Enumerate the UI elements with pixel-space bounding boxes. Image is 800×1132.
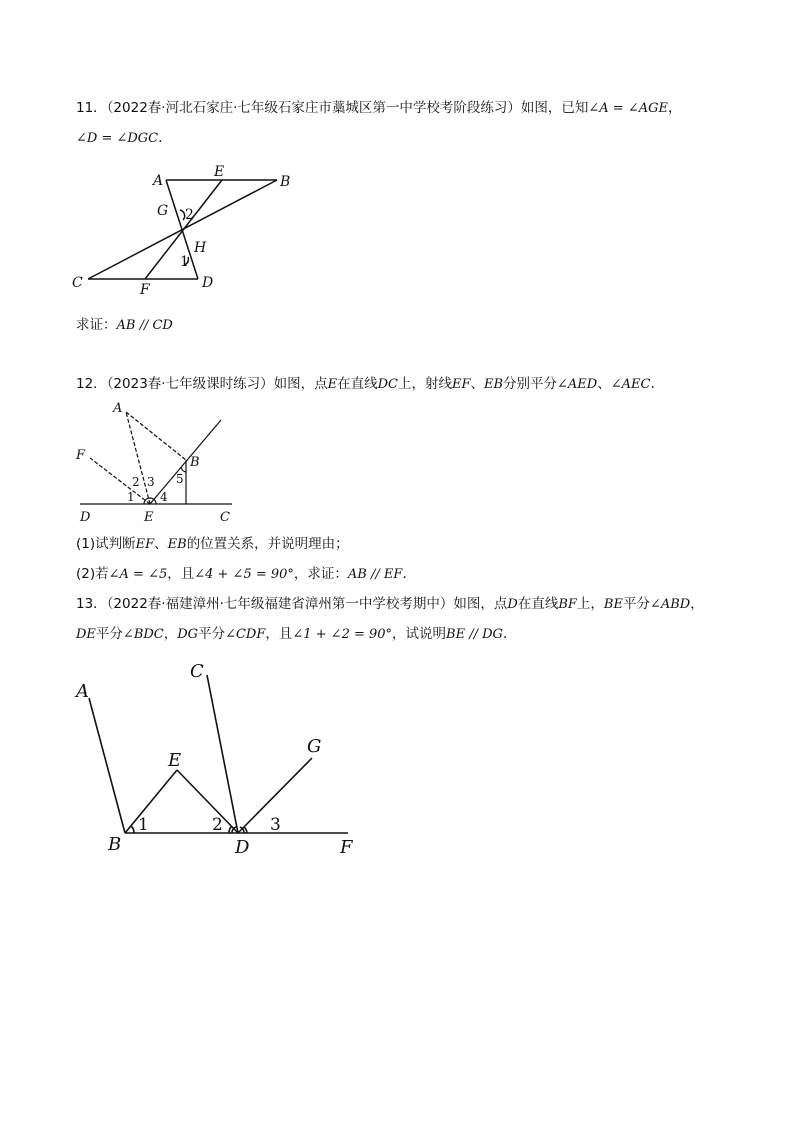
q12-point-e: E [327,377,338,392]
q12-ray-ef: EF [451,377,471,392]
q11-label-b: B [280,174,291,190]
q12-label-1: 1 [127,490,135,504]
q13-text-h: ，试说明 [392,626,447,642]
q13-ray-ba [89,698,125,833]
q11-separator: ， [667,100,682,116]
q13-label-e: E [168,750,182,771]
q11-text: 如图，已知 [520,100,589,116]
q12-label-f: F [76,448,86,463]
q13-label-d: D [235,837,250,858]
q13-text-e: 平分 [95,626,123,642]
q13-angle-cdf: ∠CDF [225,627,266,642]
q13-label-c: C [190,661,204,682]
q13-angle-1-arc [131,826,134,833]
q12-part-2-prove: ，求证： [293,566,348,582]
q13-ray-be: BE [603,597,623,612]
q13-source: （2022春·福建漳州·七年级福建省漳州第一中学校考期中） [106,596,454,612]
q12-label-c: C [220,510,230,525]
q13-label-b: B [108,834,122,855]
q13-text-b: 在直线 [517,596,559,612]
q12-text-d: 分别平分 [503,376,558,392]
q12-label-5: 5 [176,472,184,486]
q13-number: 13． [76,596,107,612]
q12-angle-aed: ∠AED [557,377,598,392]
q12-label-2: 2 [132,475,140,489]
q13-text-c: 上， [576,596,604,612]
q12-part-1-label: (1)试判断 [76,536,136,552]
q13-ray-dc [207,675,238,833]
q12-number: 12． [76,376,107,392]
q12-part-1-dun: 、 [154,536,168,552]
q12-part-2-mid: ，且 [167,566,195,582]
q13-label-a: A [76,681,89,702]
q13-ray-de: DE [76,627,96,642]
q12-text-c: 上，射线 [397,376,452,392]
q12-part-2-label: (2)若 [76,566,109,582]
q12-label-b: B [190,455,200,470]
q13-point-d: D [507,597,518,612]
q13-text-a: 如图，点 [453,596,508,612]
q13-comma-2: ， [163,626,178,642]
q11-prove-label: 求证： [76,317,117,333]
q13-ray-dg: DG [177,627,199,642]
q13-segment-be [125,770,177,833]
q12-part-2-period: . [402,566,407,582]
q13-label-f: F [340,837,353,858]
q13-angle-bdc: ∠BDC [122,627,164,642]
q12-angle-aec: ∠AEC [610,377,651,392]
q13-label-g: G [307,736,322,757]
q12-part-2-condition-1: ∠A = ∠5 [108,567,168,582]
q12-part-1-text: 的位置关系，并说明理由； [186,536,349,552]
q11-prove-statement: AB // CD [116,318,173,333]
q12-text-b: 在直线 [337,376,378,392]
q13-comma: ， [690,596,704,612]
q12-label-d: D [80,510,91,525]
q12-part-1-eb: EB [167,537,187,552]
q11-label-f: F [140,282,150,298]
q13-text-d: 平分 [622,596,650,612]
q12-part-1-ef: EF [135,537,155,552]
q11-label-g: G [157,203,169,219]
q13-line-bf: BF [558,597,577,612]
q13-label-3: 3 [270,815,281,835]
q12-part-2-statement: AB // EF [347,567,403,582]
q12-label-3: 3 [147,475,155,489]
q11-label-1: 1 [180,254,189,270]
q11-source: （2022春·河北石家庄·七年级石家庄市藁城区第一中学校考阶段练习） [106,100,521,116]
q13-angle-abd: ∠ABD [649,597,691,612]
q11-condition-2: ∠D = ∠DGC [76,131,159,146]
q11-label-c: C [72,275,83,291]
q12-ray-eb: EB [483,377,504,392]
q12-part-2-condition-2: ∠4 + ∠5 = 90° [194,567,294,582]
q12-label-a: A [113,401,123,416]
q11-number: 11． [76,100,107,116]
q11-label-2: 2 [185,207,194,223]
q13-label-1: 1 [138,815,149,835]
q13-label-2: 2 [212,815,223,835]
q11-label-e: E [214,164,225,180]
q13-condition: ∠1 + ∠2 = 90° [292,627,393,642]
q13-text-g: ，且 [265,626,293,642]
q13-text-f: 平分 [198,626,226,642]
q11-period: . [158,130,163,146]
q12-dun-1: 、 [470,376,484,392]
q11-label-d: D [202,275,214,291]
q12-dun-2: 、 [597,376,611,392]
q12-source: （2023春·七年级课时练习） [106,376,274,392]
q12-text-a: 如图，点 [273,376,328,392]
q11-condition-1: ∠A = ∠AGE [588,101,668,116]
q13-period: . [502,626,508,642]
q11-label-h: H [194,240,207,256]
q11-label-a: A [153,173,164,189]
q13-conclusion: BE // DG [446,627,503,642]
q12-line-dc: DC [377,377,398,392]
q12-label-e: E [144,510,154,525]
q13-segment-ed [177,770,238,833]
q12-label-4: 4 [160,490,168,504]
q12-period: . [650,376,655,392]
